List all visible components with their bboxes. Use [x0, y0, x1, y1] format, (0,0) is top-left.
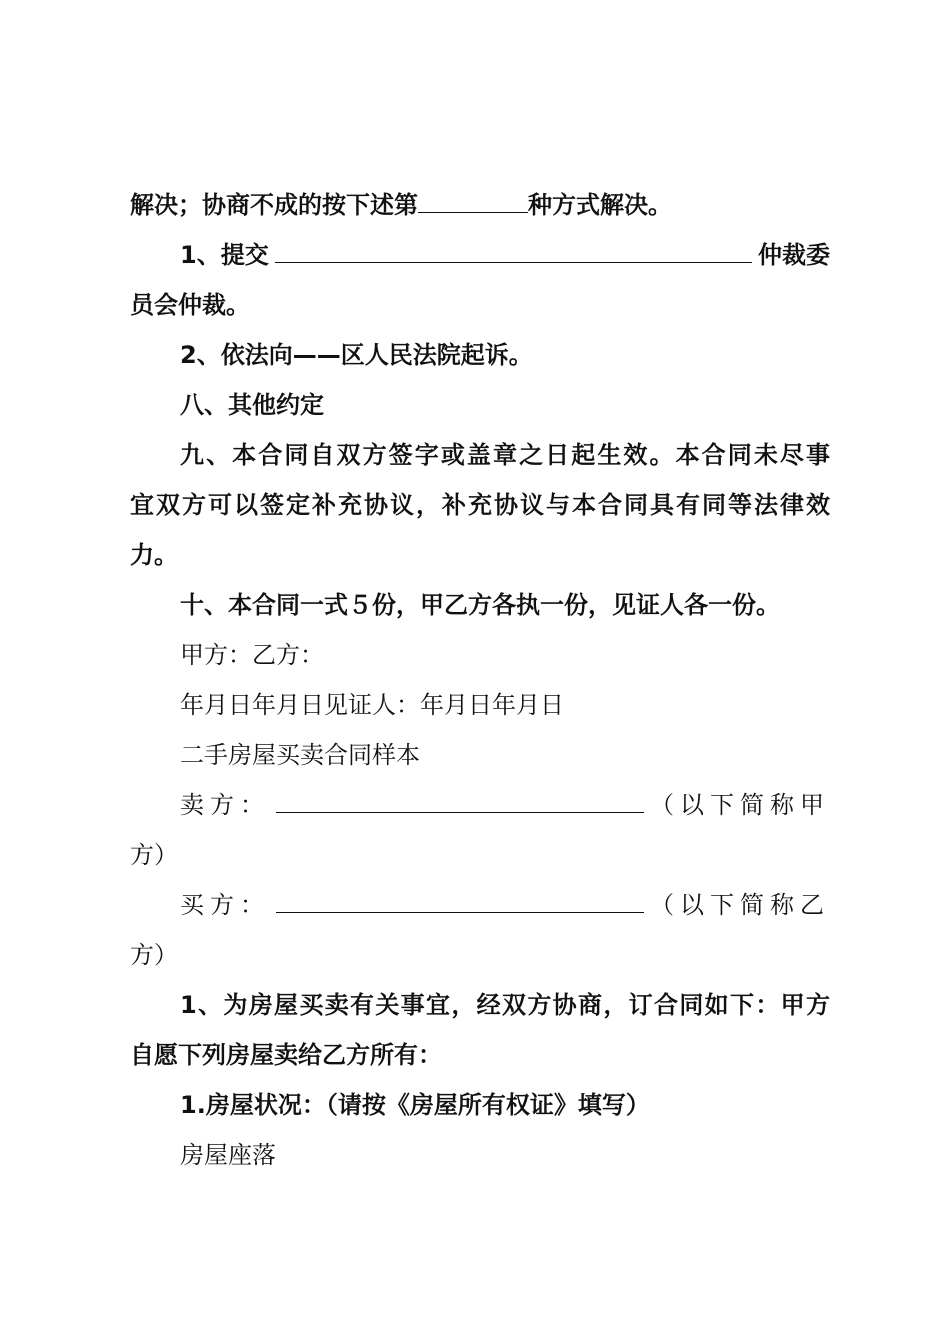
- buyer-line-cont: 方）: [130, 941, 178, 969]
- party-signature-line: 甲方：乙方：: [180, 641, 324, 669]
- arbitration-committee-blank: [275, 240, 752, 263]
- dispute-text-start: 解决；协商不成的按下述第: [130, 191, 418, 219]
- seller-label: 卖方：: [180, 791, 270, 819]
- arbitration-line: [180, 240, 830, 270]
- house-location-label: 房屋座落: [180, 1141, 276, 1169]
- agreement-clause-line-2: 自愿下列房屋卖给乙方所有：: [130, 1041, 442, 1069]
- copies-clause: 十、本合同一式５份，甲乙方各执一份，见证人各一份。: [180, 591, 780, 619]
- effective-clause-line-2: 宜双方可以签定补充协议，补充协议与本合同具有同等法律效: [130, 491, 830, 519]
- agreement-clause-line-1: 1、为房屋买卖有关事宜，经双方协商，订合同如下：甲方: [180, 991, 830, 1019]
- effective-clause-line-1: 九、本合同自双方签字或盖章之日起生效。本合同未尽事: [180, 441, 830, 469]
- arbitration-text-end: 仲裁委: [758, 241, 830, 269]
- date-witness-line: 年月日年月日见证人：年月日年月日: [180, 691, 564, 719]
- effective-clause-line-3: 力。: [130, 541, 178, 569]
- seller-name-blank: [276, 790, 644, 813]
- contract-sample-title: 二手房屋买卖合同样本: [180, 741, 420, 769]
- buyer-name-blank: [276, 890, 644, 913]
- dispute-text-end: 种方式解决。: [528, 191, 672, 219]
- dispute-resolution-line: [130, 190, 830, 220]
- seller-line-cont: 方）: [130, 841, 178, 869]
- house-status-heading: 1.房屋状况：（请按《房屋所有权证》填写）: [180, 1091, 650, 1119]
- seller-line: [180, 790, 830, 820]
- method-number-blank: [418, 190, 528, 213]
- arbitration-line-cont: 员会仲裁。: [130, 291, 250, 319]
- buyer-line: [180, 890, 830, 920]
- buyer-label: 买方：: [180, 891, 270, 919]
- arbitration-text-start: 1、提交: [180, 241, 269, 269]
- court-line: 2、依法向——区人民法院起诉。: [180, 341, 533, 369]
- buyer-alias: （以下简称乙: [650, 891, 830, 919]
- other-terms-heading: 八、其他约定: [180, 391, 324, 419]
- seller-alias: （以下简称甲: [650, 791, 830, 819]
